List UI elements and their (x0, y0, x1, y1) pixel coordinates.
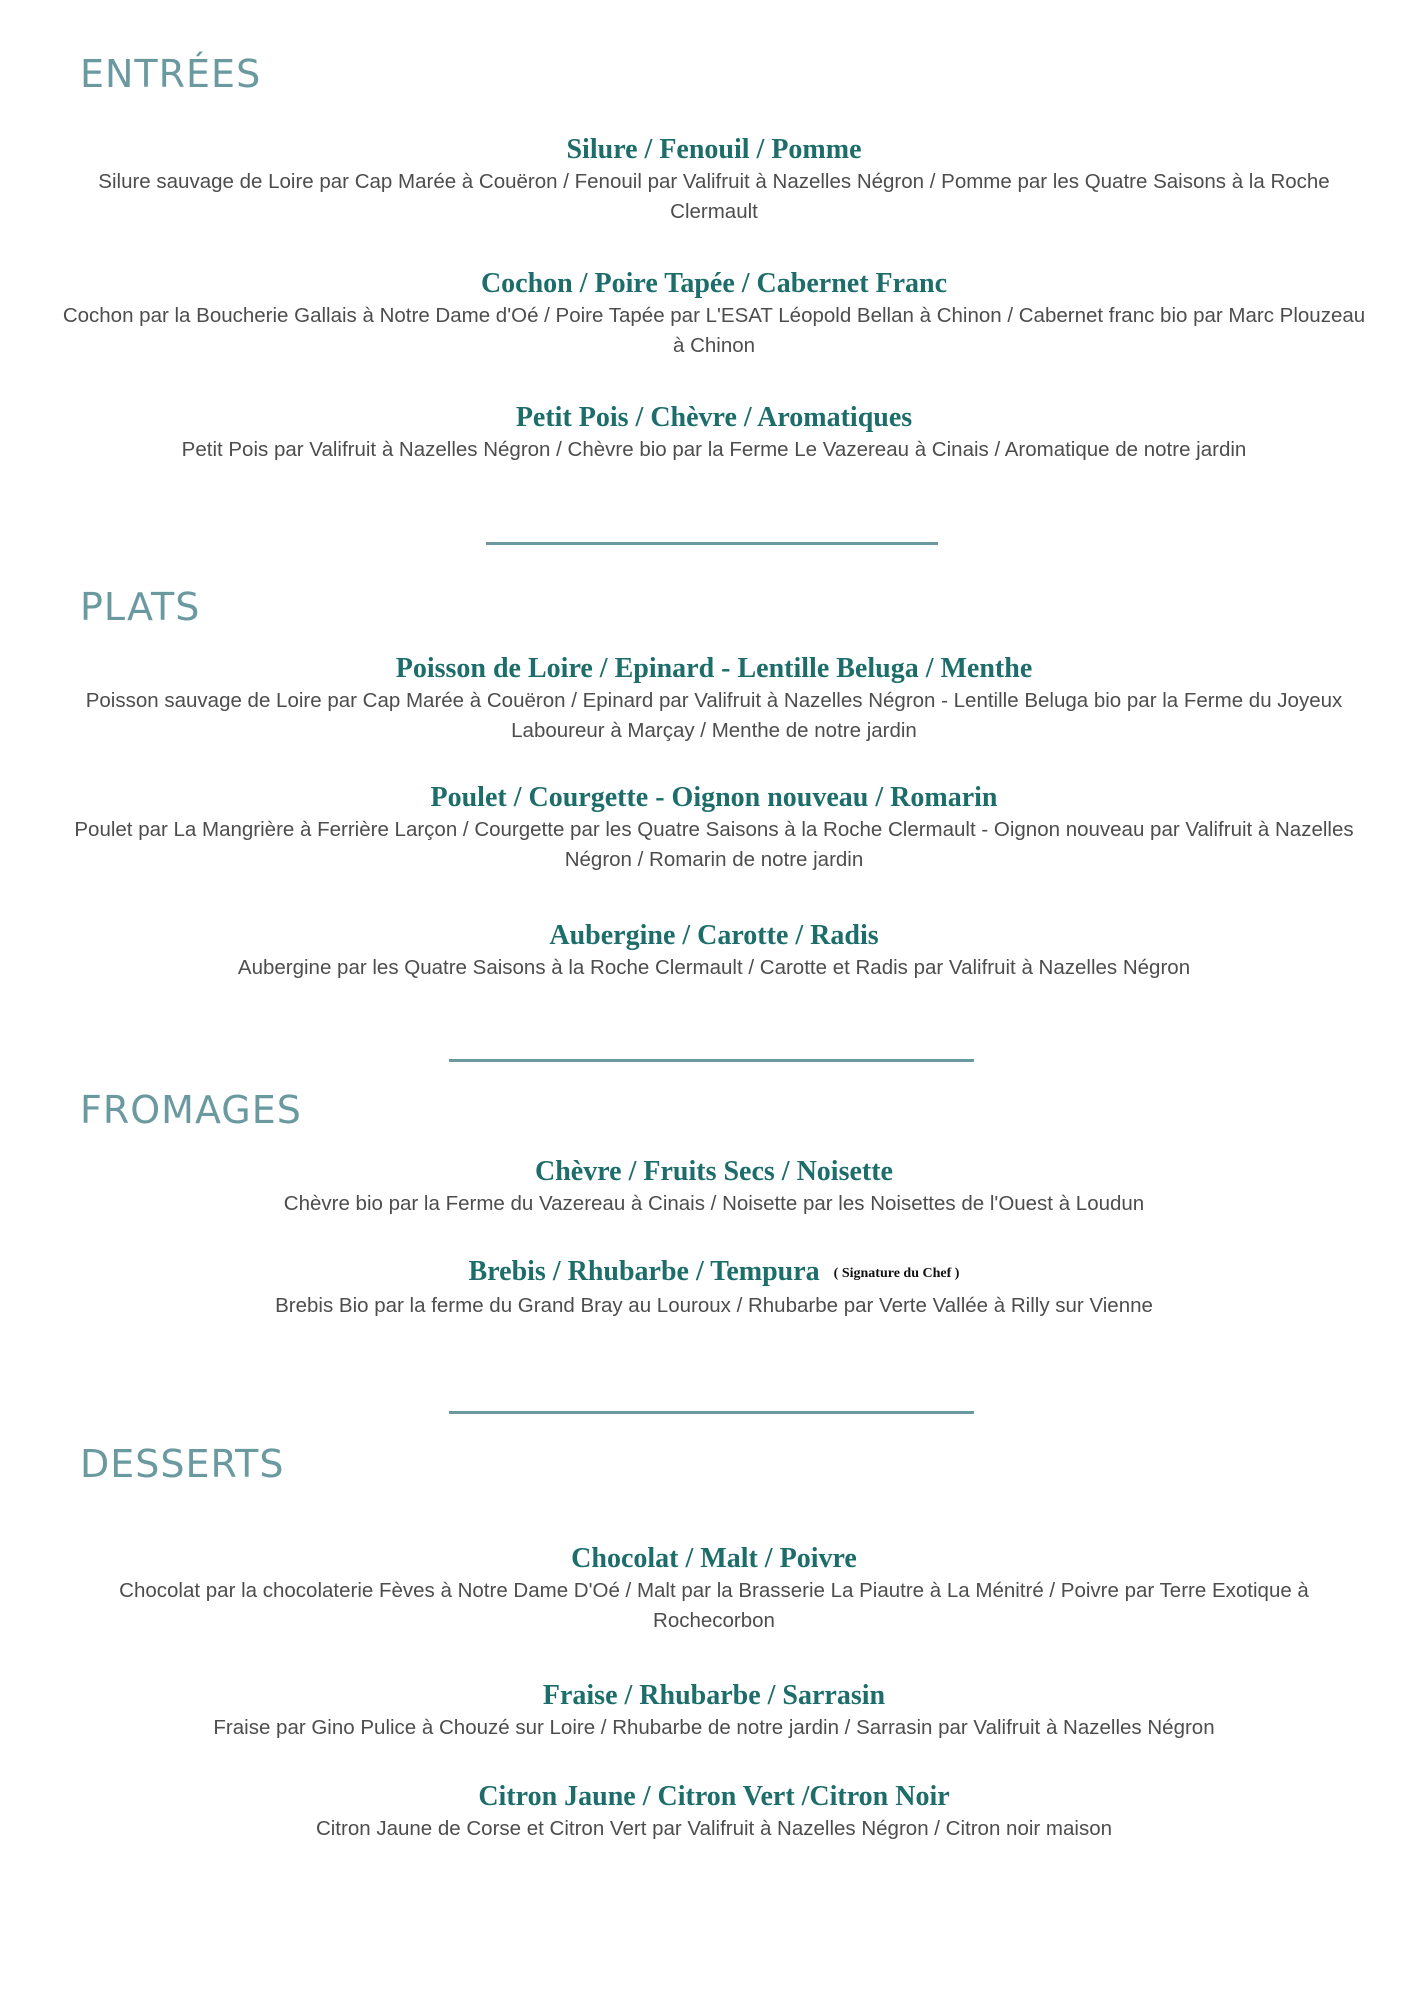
dish-name: Aubergine / Carotte / Radis (549, 920, 879, 951)
dish-description: Petit Pois par Valifruit à Nazelles Négron / Chèvre bio par la Ferme Le Vazereau à Cinais / Aromatique de notre jardin (181, 438, 1247, 461)
dish-name: Poulet / Courgette - Oignon nouveau / Romarin (430, 782, 998, 813)
dish-plat-1 (56, 652, 1372, 746)
dish-name: Brebis / Rhubarbe / Tempura (468, 1256, 820, 1287)
dish-name: Chèvre / Fruits Secs / Noisette (535, 1156, 893, 1187)
dish-plat-2 (56, 781, 1372, 875)
signature-note: ( Signature du Chef ) (833, 1265, 960, 1281)
dish-description: Cochon par la Boucherie Gallais à Notre Dame d'Oé / Poire Tapée par L'ESAT Léopold Bellan à Chinon / Cabernet franc bio par Marc Plouzeau à Chinon (62, 304, 1366, 357)
dish-name: Cochon / Poire Tapée / Cabernet Franc (480, 268, 948, 299)
dish-dessert-3 (56, 1780, 1372, 1844)
dish-description: Brebis Bio par la ferme du Grand Bray au Louroux / Rhubarbe par Verte Vallée à Rilly sur Vienne (275, 1293, 1153, 1317)
dish-description: Chocolat par la chocolaterie Fèves à Notre Dame D'Oé / Malt par la Brasserie La Piautre à La Ménitré / Poivre par Terre Exotique à Rochecorbon (119, 1579, 1309, 1632)
dish-name: Citron Jaune / Citron Vert /Citron Noir (478, 1781, 950, 1812)
dish-name: Silure / Fenouil / Pomme (566, 134, 862, 165)
dish-description: Aubergine par les Quatre Saisons à la Roche Clermault / Carotte et Radis par Valifruit à Nazelles Négron (237, 956, 1191, 979)
dish-entree-2 (56, 267, 1372, 361)
dish-name: Poisson de Loire / Epinard - Lentille Beluga / Menthe (395, 653, 1033, 684)
section-title-fromages: FROMAGES (80, 1088, 302, 1132)
dish-name: Petit Pois / Chèvre / Aromatiques (515, 402, 913, 433)
section-title-entrees: ENTRÉES (80, 52, 262, 96)
section-title-desserts: DESSERTS (80, 1442, 285, 1486)
section-divider (449, 1059, 974, 1062)
dish-description: Fraise par Gino Pulice à Chouzé sur Loire / Rhubarbe de notre jardin / Sarrasin par Valifruit à Nazelles Négron (213, 1716, 1215, 1739)
dish-name: Chocolat / Malt / Poivre (571, 1543, 857, 1574)
dish-name: Fraise / Rhubarbe / Sarrasin (542, 1680, 886, 1711)
dish-fromage-2 (56, 1255, 1372, 1321)
dish-plat-3 (56, 919, 1372, 983)
dish-fromage-1 (56, 1155, 1372, 1219)
dish-description: Citron Jaune de Corse et Citron Vert par Valifruit à Nazelles Négron / Citron noir maison (315, 1817, 1113, 1840)
dish-description: Poisson sauvage de Loire par Cap Marée à Couëron / Epinard par Valifruit à Nazelles Négron - Lentille Beluga bio par la Ferme du Joyeux Laboureur à Marçay / Menthe de notre jardin (85, 689, 1343, 742)
section-divider (449, 1411, 974, 1414)
dish-description: Silure sauvage de Loire par Cap Marée à Couëron / Fenouil par Valifruit à Nazelles Négron / Pomme par les Quatre Saisons à la Roche Clermault (98, 170, 1330, 223)
dish-entree-3 (56, 401, 1372, 465)
dish-dessert-1 (56, 1542, 1372, 1636)
dish-name-row (56, 1255, 1372, 1291)
dish-description: Poulet par La Mangrière à Ferrière Larçon / Courgette par les Quatre Saisons à la Roche Clermault - Oignon nouveau par Valifruit à Nazelles Négron / Romarin de notre jardin (74, 818, 1354, 871)
section-title-plats: PLATS (80, 585, 201, 629)
section-divider (486, 542, 938, 545)
dish-entree-1 (56, 133, 1372, 227)
dish-description: Chèvre bio par la Ferme du Vazereau à Cinais / Noisette par les Noisettes de l'Ouest à Loudun (283, 1192, 1145, 1215)
dish-dessert-2 (56, 1679, 1372, 1743)
